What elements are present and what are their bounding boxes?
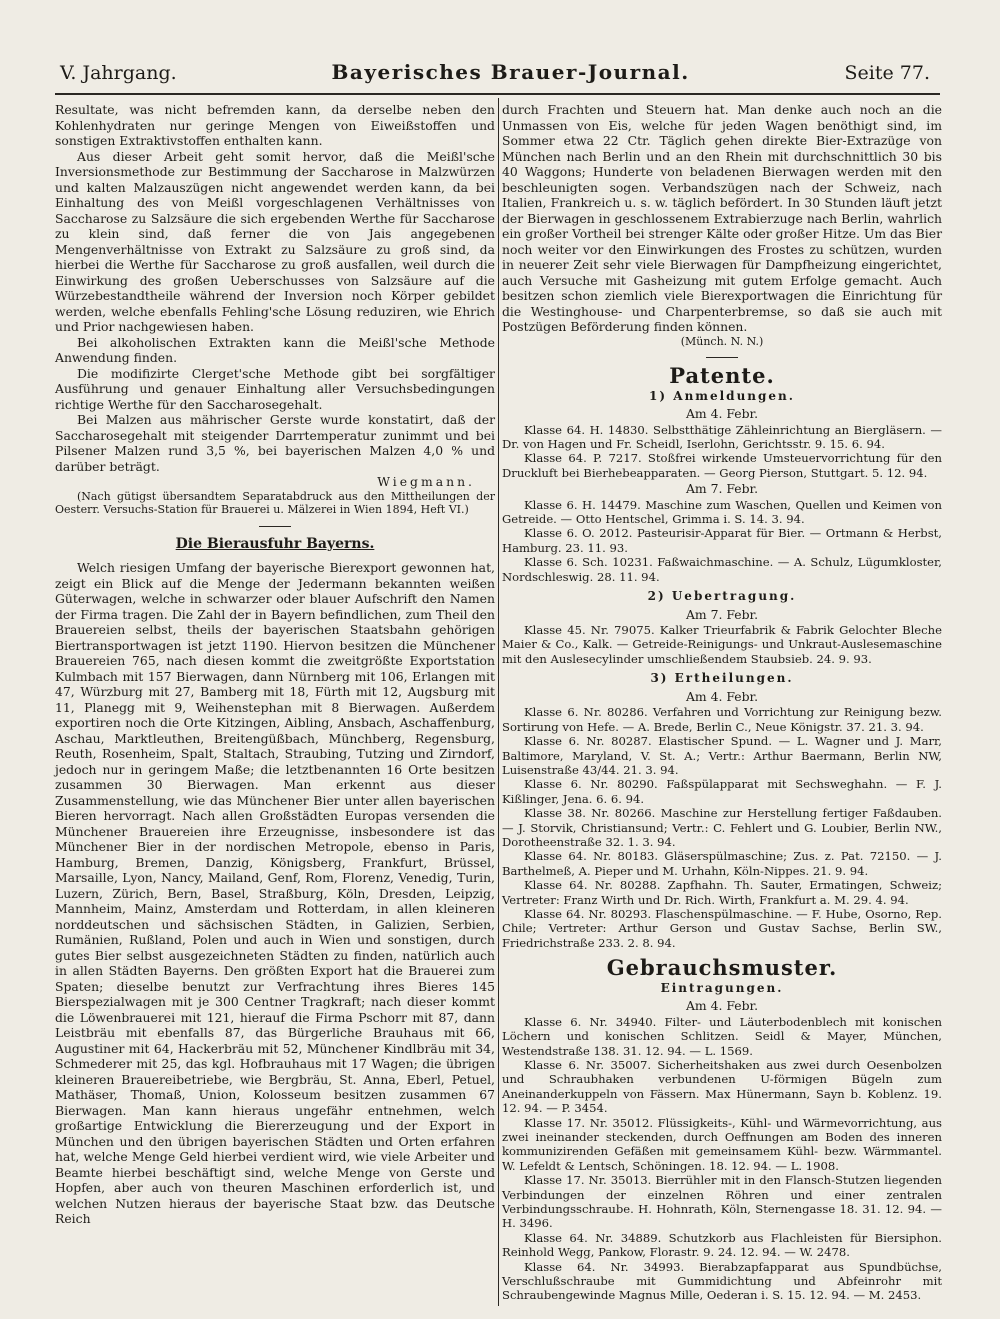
patent-entry: Klasse 64. H. 14830. Selbstthätige Zähleinrichtung an Biergläsern. — Dr. von Hagen und Fr. Scheidl, Iserlohn, Gerichtsstr. 9. 15. 6. 94. (502, 422, 942, 451)
date-line: Am 7. Febr. (685, 606, 759, 622)
header-rule (55, 93, 940, 95)
subsection-title: 2) Uebertragung. (647, 589, 797, 604)
left-column (55, 102, 495, 1227)
page-header (60, 60, 930, 90)
patent-entry: Klasse 64. P. 7217. Stoßfrei wirkende Umsteuervorrichtung für den Druckluft bei Bierhebeapparaten. — Georg Pierson, Stuttgart. 5. 12. 94. (502, 451, 942, 480)
patent-entry: Klasse 38. Nr. 80266. Maschine zur Herstellung fertiger Faßdauben. — J. Storvik, Christiansund; Vertr.: C. Fehlert und G. Loubier, Berlin NW., Dorotheenstraße 32. 1. 3. 94. (502, 806, 942, 849)
source-note: (Nach gütigst übersandtem Separatabdruck aus den Mittheilungen der Oesterr. Versuchs-Station für Brauerei u. Mälzerei in Wien 1894, Heft VI.) (55, 489, 495, 516)
paragraph: Resultate, was nicht befremden kann, da derselbe neben den Kohlenhydraten nur geringe Mengen von Eiweißstoffen und sonstigen Extraktivstoffen enthalten kann. (55, 102, 495, 148)
patent-entry: Klasse 64. Nr. 80293. Flaschenspülmaschine. — F. Hube, Osorno, Rep. Chile; Vertreter: Arthur Gerson und Gustav Sachse, Berlin SW., Friedrichstraße 233. 2. 8. 94. (502, 906, 942, 950)
paragraph: Bei Malzen aus mährischer Gerste wurde konstatirt, daß der Saccharosegehalt mit steigender Darrtemperatur zunimmt und bei Pilsener Malzen rund 3,5 %, bei bayerischen Malzen 4,0 % und darüber beträgt. (55, 412, 495, 474)
utility-model-entry: Klasse 64. Nr. 34993. Bierabzapfapparat aus Spundbüchse, Verschlußschraube mit Gummidichtung und Abfeinrohr mit Schraubengewinde Magnus Mille, Oederan i. S. 15. 12. 94. — M. 2453. (502, 1259, 942, 1303)
subsection-title: 3) Ertheilungen. (650, 671, 794, 686)
right-column (502, 102, 942, 1303)
paragraph: Welch riesigen Umfang der bayerische Bierexport gewonnen hat, zeigt ein Blick auf die Menge der Jedermann bekannten weißen Güterwagen, welche in schwarzer oder blauer Aufschrift den Namen der Firma tragen. Die Zahl der in Bayern befindlichen, zum Theil den Brauereien selbst, theils der bayerischen Staatsbahn gehörigen Biertransportwagen ist jetzt 1190. Hiervon besitzen die Münchener Brauereien 765, nach diesen kommt die zweitgrößte Exportstation Kulmbach mit 157 Bierwagen, dann Nürnberg mit 106, Erlangen mit 47, Würzburg mit 27, Bamberg mit 18, Fürth mit 12, Augsburg mit 11, Planegg mit 9, Weihenstephan mit 8 Bierwagen. Außerdem exportiren noch die Orte Kitzingen, Aibling, Ansbach, Aschaffenburg, Aschau, Marktleuthen, Breitengüßbach, Münchberg, Regensburg, Reuth, Rosenheim, Spalt, Staltach, Straubing, Tutzing und Zirndorf, jedoch nur in geringem Maße; die letztbenannten 16 Orte besitzen zusammen 30 Bierwagen. Man erkennt aus dieser Zusammenstellung, wie das Münchener Bier unter allen bayerischen Bieren hervorragt. Nach allen Großstädten Europas versenden die Münchener Brauereien ihre Erzeugnisse, insbesondere ist das Münchener Bier in der nordischen Metropole, ebenso in Paris, Hamburg, Bremen, Danzig, Königsberg, Frankfurt, Brüssel, Marsaille, Lyon, Nancy, Mailand, Genf, Rom, Florenz, Venedig, Turin, Luzern, Zürich, Bern, Basel, Straßburg, Köln, Dresden, Leipzig, Mannheim, Mainz, Amsterdam und Rotterdam, in allen kleineren norddeutschen und sächsischen Städten, in Galizien, Serbien, Rumänien, Rußland, Polen und auch in Wien und sonstigen, durch gutes Bier selbst ausgezeichneten Städten zu finden, natürlich auch in allen Städten Bayerns. Den größten Export hat die Brauerei zum Spaten; dieselbe benutzt zur Verfrachtung ihres Bieres 145 Bierspezialwagen mit je 300 Centner Tragkraft; nach dieser kommt die Löwenbrauerei mit 121, hierauf die Firma Pschorr mit 87, dann Leistbräu mit ebenfalls 87, das Bürgerliche Brauhaus mit 66, Augustiner mit 64, Hackerbräu mit 52, Münchener Kindlbräu mit 34, Schmederer mit 25, das kgl. Hofbrauhaus mit 17 Wagen; die übrigen kleineren Brauereibetriebe, wie Bergbräu, St. Anna, Eberl, Petuel, Mathäser, Thomaß, Union, Kolosseum besitzen zusammen 67 Bierwagen. Man kann hieraus ungefähr entnehmen, welch großartige Entwicklung die Biererzeugung und der Export in München und den übrigen bayerischen Städten und Orten erfahren hat, welche Menge Geld hierbei verdient wird, wie viele Arbeiter und Beamte hierbei beschäftigt sind, welche Menge von Gerste und Hopfen, aber auch von theuren Maschinen erforderlich ist, und welchen Nutzen hieraus der bayerische Staat bzw. das Deutsche Reich (55, 560, 495, 1226)
volume-label: V. Jahrgang. (60, 62, 177, 84)
utility-model-entry: Klasse 64. Nr. 34889. Schutzkorb aus Flachleisten für Biersiphon. Reinhold Wegg, Pankow, Florastr. 9. 24. 12. 94. — W. 2478. (502, 1230, 942, 1260)
patent-entry: Klasse 6. Nr. 80290. Faßspülapparat mit Sechsweghahn. — F. J. Kißlinger, Jena. 6. 6. 94. (502, 777, 942, 806)
paragraph: Bei alkoholischen Extrakten kann die Meißl'sche Methode Anwendung finden. (55, 334, 495, 365)
patent-entry: Klasse 45. Nr. 79075. Kalker Trieurfabrik & Fabrik Gelochter Bleche Maier & Co., Kalk. — Getreide-Reinigungs- und Unkraut-Auslesemaschine mit den Auslesecylinder umschließendem Staubsieb. 24. 9. 93. (502, 623, 942, 666)
gebrauchsmuster-title: Gebrauchsmuster. (606, 955, 838, 981)
patent-entry: Klasse 6. Sch. 10231. Faßwaichmaschine. — A. Schulz, Lügumkloster, Nordschleswig. 28. 11. 94. (502, 555, 942, 584)
date-line: Am 7. Febr. (685, 481, 759, 497)
page-number: Seite 77. (844, 62, 930, 84)
date-line: Am 4. Febr. (685, 406, 759, 421)
article-title: Die Bierausfuhr Bayerns. (175, 535, 375, 552)
patents-title: Patente. (669, 363, 775, 388)
section-separator (259, 526, 291, 527)
patent-entry: Klasse 64. Nr. 80183. Gläserspülmaschine; Zus. z. Pat. 72150. — J. Barthelmeß, A. Pieper und M. Urhahn, Köln-Nippes. 21. 9. 94. (502, 849, 942, 878)
patent-entry: Klasse 6. Nr. 80287. Elastischer Spund. — L. Wagner und J. Marr, Baltimore, Maryland, V. St. A.; Vertr.: Arthur Baermann, Berlin NW, Luisenstraße 43/44. 21. 3. 94. (502, 734, 942, 777)
subsection-title: Eintragungen. (660, 980, 784, 995)
section-separator (706, 357, 738, 358)
utility-model-entry: Klasse 6. Nr. 35007. Sicherheitshaken aus zwei durch Oesenbolzen und Schraubhaken verbundenen U-förmigen Bügeln zum Aneinanderkuppeln von Fässern. Max Hünermann, Sayn b. Koblenz. 19. 12. 94. — P. 3454. (502, 1057, 942, 1116)
patent-entry: Klasse 6. H. 14479. Maschine zum Waschen, Quellen und Keimen von Getreide. — Otto Hentschel, Grimma i. S. 14. 3. 94. (502, 497, 942, 527)
journal-title: Bayerisches Brauer-Journal. (331, 60, 690, 84)
paragraph: durch Frachten und Steuern hat. Man denke auch noch an die Unmassen von Eis, welche für jeden Wagen benöthigt sind, im Sommer etwa 22 Ctr. Täglich gehen direkte Bier-Extrazüge von München nach Berlin und an den Rhein mit durchschnittlich 30 bis 40 Waggons; Hunderte von beladenen Bierwagen werden mit den beschleunigten sogen. Verbandszügen nach der Schweiz, nach Italien, Frankreich u. s. w. täglich befördert. In 30 Stunden läuft jetzt der Bierwagen in geschlossenem Extrabierzuge nach Berlin, wahrlich ein großer Vortheil bei strenger Kälte oder großer Hitze. Um das Bier noch weiter vor den Einwirkungen des Frostes zu schützen, wurden in neuerer Zeit sehr viele Bierwagen für Dampfheizung eingerichtet, auch Versuche mit Gasheizung mit gutem Erfolge gemacht. Auch besitzen schon ziemlich viele Bierexportwagen die Einrichtung für die Westinghouse- und Charpenterbremse, so daß sie auch mit Postzügen Beförderung finden können. (502, 102, 942, 334)
utility-model-entry: Klasse 17. Nr. 35012. Flüssigkeits-, Kühl- und Wärmevorrichtung, aus zwei ineinander steckenden, durch Oeffnungen am Boden des inneren kommunizirenden Gefäßen mit gemeinsamem Kühl- bezw. Wärmmantel. W. Lefeldt & Lentsch, Schöningen. 18. 12. 94. — L. 1908. (502, 1115, 942, 1173)
date-line: Am 4. Febr. (685, 998, 759, 1014)
column-divider (498, 98, 499, 1306)
patent-entry: Klasse 6. Nr. 80286. Verfahren und Vorrichtung zur Reinigung bezw. Sortirung von Hefe. — A. Brede, Berlin C., Neue Königstr. 37. 21. 3. 94. (502, 705, 942, 734)
patent-entry: Klasse 64. Nr. 80288. Zapfhahn. Th. Sauter, Ermatingen, Schweiz; Vertreter: Franz Wirth und Dr. Rich. Wirth, Frankfurt a. M. 29. 4. 94. (502, 878, 942, 907)
date-line: Am 4. Febr. (685, 688, 759, 704)
source-note: (Münch. N. N.) (680, 334, 764, 348)
paragraph: Aus dieser Arbeit geht somit hervor, daß die Meißl'sche Inversionsmethode zur Bestimmung der Saccharose in Malzwürzen und kalten Malzauszügen nicht angewendet werden kann, da bei Einhaltung des von Meißl vorgeschlagenen Verhältnisses von Saccharose zu Salzsäure die sich ergebenden Werthe für Saccharose zu klein sind, daß ferner die von Jais angegebenen Mengenverhältnisse von Extrakt zu Salzsäure zu groß sind, da hierbei die Werthe für Saccharose zu groß ausfallen, weil durch die Einwirkung des großen Ueberschusses von Salzsäure auf die Würzebestandtheile während der Inversion noch Körper gebildet werden, welche ebenfalls Fehling'sche Lösung reduziren, wie Ehrich und Prior nachgewiesen haben. (55, 148, 495, 334)
utility-model-entry: Klasse 17. Nr. 35013. Bierrühler mit in den Flansch-Stutzen liegenden Verbindungen der einzelnen Röhren und einer zentralen Verbindungsschraube. H. Hohnrath, Köln, Sternengasse 18. 31. 12. 94. — H. 3496. (502, 1173, 942, 1231)
utility-model-entry: Klasse 6. Nr. 34940. Filter- und Läuterbodenblech mit konischen Löchern und konischen Schlitzen. Seidl & Mayer, München, Westendstraße 138. 31. 12. 94. — L. 1569. (502, 1014, 942, 1058)
patent-entry: Klasse 6. O. 2012. Pasteurisir-Apparat für Bier. — Ortmann & Herbst, Hamburg. 23. 11. 93. (502, 526, 942, 555)
author-signature: Wiegmann. (377, 474, 475, 489)
paragraph: Die modifizirte Clerget'sche Methode gibt bei sorgfältiger Ausführung und genauer Einhaltung aller Versuchsbedingungen richtige Werthe für den Saccharosegehalt. (55, 365, 495, 412)
subsection-title: 1) Anmeldungen. (649, 388, 795, 403)
